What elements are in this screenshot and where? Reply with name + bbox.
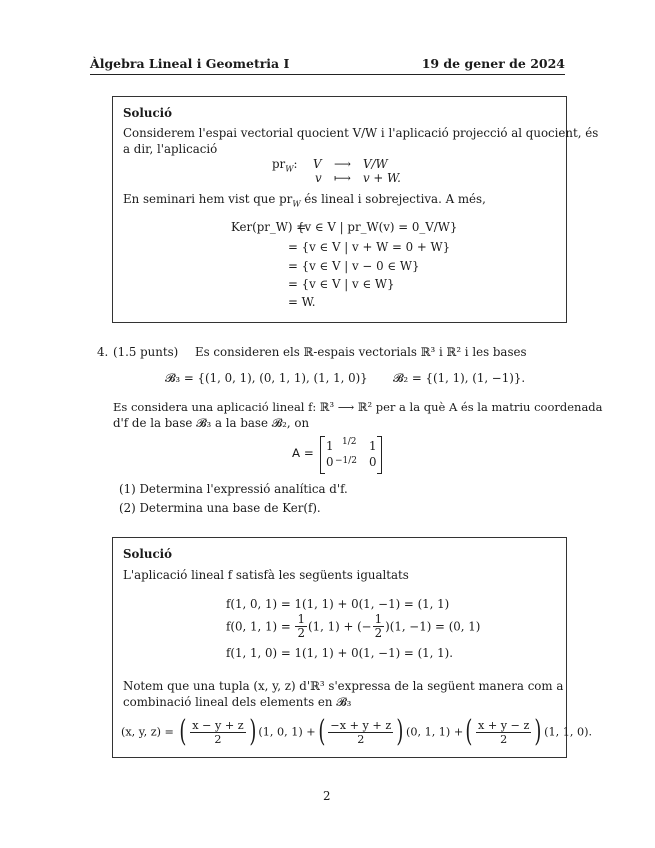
kernel-line-2: = {v ∈ V | v + W = 0 + W} [288,240,451,254]
left-paren-2: ( [318,714,326,749]
matrix-cell-1-3: 1 [369,439,377,453]
final-expression: (x, y, z) = ( $\frac{x - y + z}{2}$ ) (1, 0, 1) +( $\frac{-x + y + z}{2}$ ) (0, 1, 1) +( $\frac{x + y - z}{2}$ ) (1, 1, 0). [121,714,593,749]
fraction-half-1: $\frac{1}{2}$ [297,612,305,640]
solution-1-intro-line1: Considerem l'espai vectorial quocient V/W i l'aplicació projecció al quocient, és [123,126,599,140]
solution-1-intro-line2: a dir, l'aplicació [123,142,218,156]
kernel-line-4: = {v ∈ V | v ∈ W} [288,277,395,291]
equation-1: f(1, 0, 1) = 1(1, 1) + 0(1, −1) = (1, 1) [226,597,450,611]
kernel-line-3: = {v ∈ V | v − 0 ∈ W} [288,259,420,273]
page-number: 2 [323,789,331,803]
kernel-line-5: = W. [288,295,316,309]
task-1: (1) Determina l'expressió analítica d'f. [119,482,348,496]
solution-1-title: Solució [123,106,172,120]
fraction-coef-1: $\frac{x - y + z}{2}$ [192,718,244,746]
kernel-lhs: Ker(pr_W) = [231,220,307,234]
note-line-1: Notem que una tupla (x, y, z) d'ℝ³ s'expressa de la següent manera com a [123,679,564,693]
matrix-cell-2-2: −1/2 [335,456,358,466]
problem-number: 4. [97,345,109,359]
projection-map-domain: V [313,157,322,171]
matrix-cell-2-1: 0 [326,455,334,469]
left-paren-1: ( [179,714,187,749]
note-line-2: combinació lineal dels elements en 𝓑₃ [123,695,352,709]
kernel-line-1: {v ∈ V | pr_W(v) = 0_V/W} [297,220,458,234]
exam-date: 19 de gener de 2024 [421,56,565,71]
solution-2-intro: L'aplicació lineal f satisfà les següents igualtats [123,568,409,582]
matrix-cell-1-1: 1 [326,439,334,453]
matrix-right-bracket [377,436,382,474]
application-line-2: d'f de la base 𝓑₃ a la base 𝓑₂, on [113,416,310,430]
right-paren-2: ) [396,714,404,749]
projection-map-element: v [315,171,322,185]
equation-2: f(0, 1, 1) = $\frac{1}{2}$ (1, 1) + (− $\frac{1}{2}$ )(1, −1) = (0, 1) [226,612,481,640]
projection-map-arrow: ⟶ [334,157,351,171]
matrix-a [320,436,382,472]
application-line-1: Es considera una aplicació lineal f: ℝ³ ⟶ ℝ² per a la què A és la matriu coordenada [113,400,603,414]
fraction-coef-3: $\frac{x + y - z}{2}$ [477,718,530,746]
fraction-half-2: $\frac{1}{2}$ [374,612,383,640]
matrix-cell-2-3: 0 [369,455,377,469]
projection-map-image: v + W. [363,171,401,185]
task-2: (2) Determina una base de Ker(f). [119,501,321,515]
right-paren-3: ) [534,714,542,749]
solution-2-title: Solució [123,547,172,561]
fraction-coef-2: $\frac{-x + y + z}{2}$ [330,718,392,746]
basis-b2: 𝓑₂ = {(1, 1), (1, −1)}. [393,371,526,385]
projection-map-codomain: V/W [363,157,388,171]
problem-statement: Es consideren els ℝ-espais vectorials ℝ³ i ℝ² i les bases [195,345,527,359]
projection-map-row1: $pr_W$: [272,157,298,174]
matrix-label: A = [292,446,314,460]
problem-points: (1.5 punts) [113,345,179,359]
equation-3: f(1, 1, 0) = 1(1, 1) + 0(1, −1) = (1, 1). [226,646,454,660]
course-title: Àlgebra Lineal i Geometria I [90,56,290,71]
projection-map-mapsto: ⟼ [334,171,351,185]
header-divider [90,74,565,75]
matrix-left-bracket [320,436,325,474]
solution-1-seminar-line: En seminari hem vist que $pr_W$ és lineal i sobrejectiva. A més, [123,192,486,209]
basis-b3: 𝓑₃ = {(1, 0, 1), (0, 1, 1), (1, 1, 0)} [165,371,368,385]
matrix-cell-1-2: 1/2 [342,437,357,447]
left-paren-3: ( [465,714,473,749]
page-header [90,56,565,71]
right-paren-1: ) [249,714,257,749]
